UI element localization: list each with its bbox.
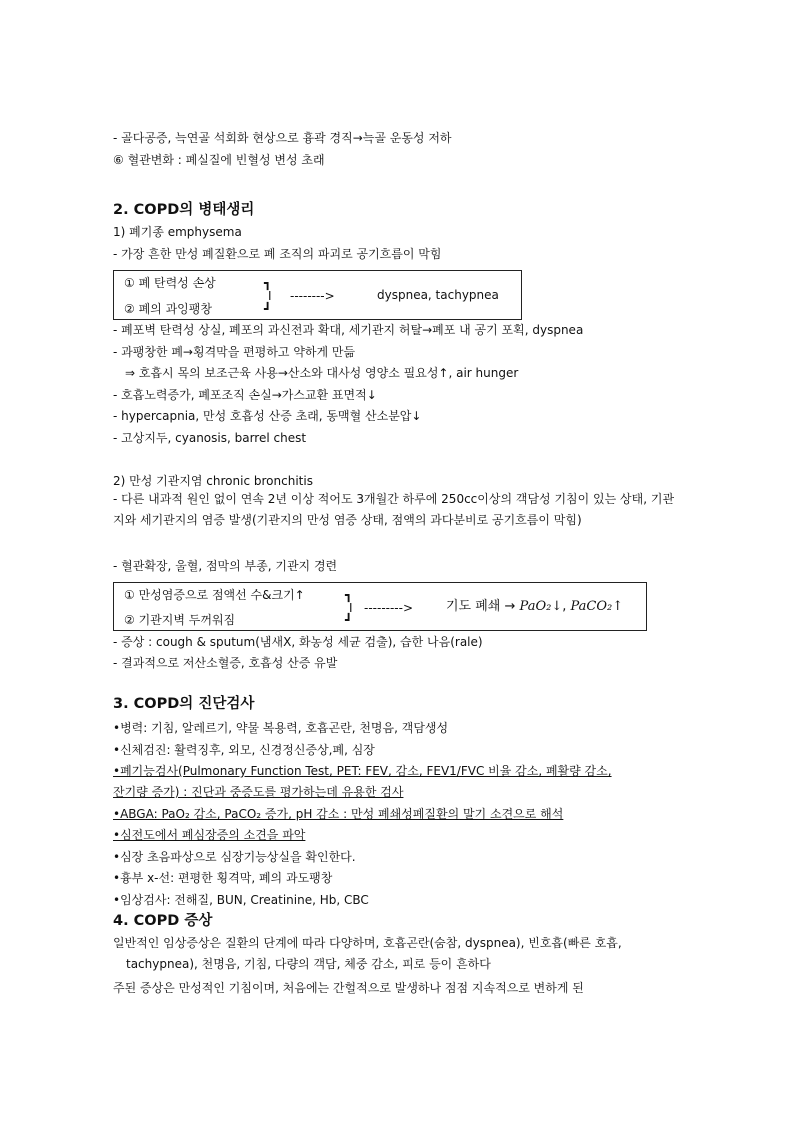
- section-4-title: 4. COPD 증상: [113, 913, 213, 929]
- emphysema-bullet: - 폐포벽 탄력성 상실, 폐포의 과신전과 확대, 세기관지 허탈→폐포 내 공기 포획, dyspnea: [113, 323, 584, 337]
- diagnostic-item: •심장 초음파상으로 심장기능상실을 확인한다.: [113, 850, 356, 864]
- bronchitis-heading: 2) 만성 기관지염 chronic bronchitis: [113, 474, 313, 488]
- arrow: -------->: [290, 289, 335, 303]
- bracket-bottom: ┛: [264, 302, 272, 316]
- diagnostic-item: •병력: 기침, 알레르기, 약물 복용력, 호흡곤란, 천명음, 객담생성: [113, 721, 449, 735]
- diagnostic-item: •흉부 x-선: 편평한 횡격막, 폐의 과도팽창: [113, 871, 333, 885]
- box-item-1: ① 폐 탄력성 손상: [124, 276, 216, 290]
- diagnostic-item: 잔기량 증가) : 진단과 중증도를 평가하는데 유용한 검사: [113, 785, 404, 799]
- bracket-top: ┓: [345, 588, 353, 602]
- bracket-top: ┓: [264, 276, 272, 290]
- section-3-title: 3. COPD의 진단검사: [113, 696, 255, 712]
- diagnostic-item: •임상검사: 전해질, BUN, Creatinine, Hb, CBC: [113, 893, 369, 907]
- separator: ,: [562, 599, 567, 614]
- bronchitis-bullet: - 결과적으로 저산소혈증, 호흡성 산증 유발: [113, 656, 338, 670]
- box-result: [446, 599, 623, 615]
- diagnostic-item: •심전도에서 폐심장증의 소견을 파악: [113, 828, 306, 842]
- bracket-mid: I: [349, 601, 353, 615]
- arrow: --------->: [364, 601, 414, 615]
- pao2-value: PaO₂↓: [519, 599, 563, 614]
- bracket-mid: I: [268, 289, 272, 303]
- diagnostic-item: •ABGA: PaO₂ 감소, PaCO₂ 증가, pH 감소 : 만성 폐쇄성폐질환의 말기 소견으로 해석: [113, 807, 564, 821]
- section-2-title: 2. COPD의 병태생리: [113, 202, 255, 218]
- symptom-paragraph-2: 주된 증상은 만성적인 기침이며, 처음에는 간헐적으로 발생하나 점점 지속적으로 변하게 된: [113, 981, 584, 995]
- diagnostic-item: •신체검진: 활력징후, 외모, 신경정신증상,폐, 심장: [113, 743, 375, 757]
- airway-obstruction: 기도 폐쇄 →: [446, 599, 516, 614]
- bronchitis-bullet: - 증상 : cough & sputum(냄새X, 화농성 세균 검출), 습한 나음(rale): [113, 635, 483, 649]
- bracket-bottom: ┛: [345, 613, 353, 627]
- emphysema-heading: 1) 폐기종 emphysema: [113, 225, 242, 239]
- emphysema-bullet: ⇒ 호흡시 목의 보조근육 사용→산소와 대사성 영양소 필요성↑, air hunger: [125, 366, 519, 380]
- bronchitis-box: [113, 582, 647, 631]
- symptom-paragraph-1: 일반적인 임상증상은 질환의 단계에 따라 다양하며, 호흡곤란(숨참, dyspnea), 빈호흡(빠른 호흡, tachypnea), 천명음, 기침, 다량의 객담, 체중 감소, 피로 등이 흔하다: [113, 936, 622, 971]
- box-item-1: ① 만성염증으로 점액선 수&크기↑: [124, 588, 305, 602]
- diagnostic-item: •폐기능검사(Pulmonary Function Test, PET: FEV, 감소, FEV1/FVC 비율 감소, 폐활량 감소,: [113, 764, 612, 778]
- emphysema-bullet: - 고상지두, cyanosis, barrel chest: [113, 431, 307, 445]
- box-item-2: ② 폐의 과잉팽창: [124, 302, 212, 316]
- box-result: dyspnea, tachypnea: [377, 288, 499, 302]
- intro-line-1: - 골다공증, 늑연골 석회화 현상으로 흉곽 경직→늑골 운동성 저하: [113, 131, 452, 145]
- box-item-2: ② 기관지벽 두꺼워짐: [124, 613, 236, 627]
- emphysema-desc: - 가장 흔한 만성 폐질환으로 폐 조직의 파괴로 공기흐름이 막힘: [113, 247, 442, 261]
- paco2-value: PaCO₂↑: [570, 599, 624, 614]
- bronchitis-desc: - 다른 내과적 원인 없이 연속 2년 이상 적어도 3개월간 하루에 250cc이상의 객담성 기침이 있는 상태, 기관지와 세기관지의 염증 발생(기관지의 만성 염증 상태, 점액의 과다분비로 공기흐름이 막힘): [113, 492, 675, 527]
- intro-line-2: ⑥ 혈관변화 : 폐실질에 빈혈성 변성 초래: [113, 153, 325, 167]
- emphysema-bullet: - 과팽창한 폐→횡격막을 편평하고 약하게 만듦: [113, 345, 356, 359]
- emphysema-box: [113, 270, 522, 320]
- emphysema-bullet: - hypercapnia, 만성 호흡성 산증 초래, 동맥혈 산소분압↓: [113, 409, 422, 423]
- bronchitis-line-2: - 혈관확장, 울혈, 점막의 부종, 기관지 경련: [113, 559, 338, 573]
- emphysema-bullet: - 호흡노력증가, 폐포조직 손실→가스교환 표면적↓: [113, 388, 377, 402]
